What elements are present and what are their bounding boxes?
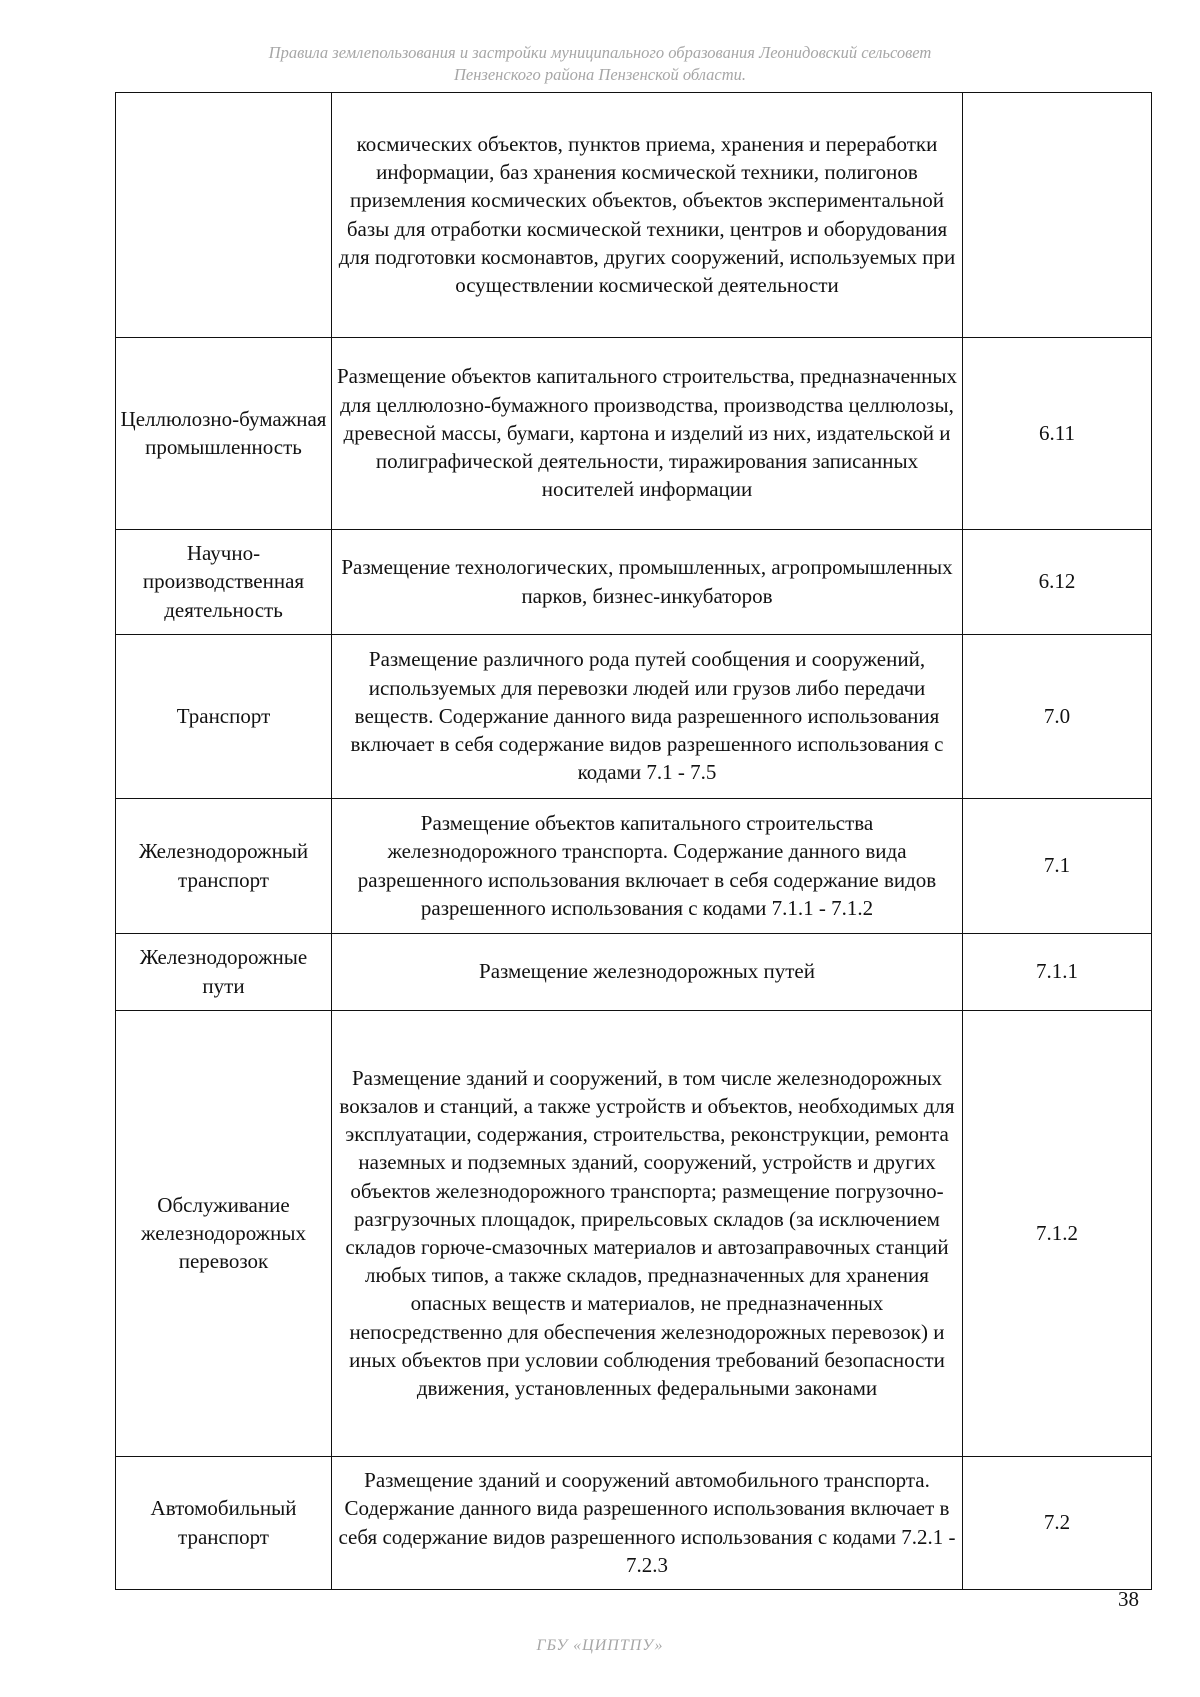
use-type-description: Размещение зданий и сооружений автомобильного транспорта. Содержание данного вида разрешенного использования включает в себя содержание видов разрешенного использования с кодами 7.2.1 - 7.2.3 <box>332 1457 963 1590</box>
use-type-code: 7.1.1 <box>963 934 1152 1011</box>
use-type-name: Обслуживание железнодорожных перевозок <box>116 1011 332 1457</box>
table-row <box>116 799 1152 934</box>
running-header-line-2: Пензенского района Пензенской области. <box>454 65 746 84</box>
use-type-description: Размещение различного рода путей сообщения и сооружений, используемых для перевозки людей или грузов либо передачи веществ. Содержание данного вида разрешенного использования включает в себя содержание видов разрешенного использования с кодами 7.1 - 7.5 <box>332 635 963 799</box>
running-header <box>0 42 1200 86</box>
use-type-description: Размещение зданий и сооружений, в том числе железнодорожных вокзалов и станций, а также устройств и объектов, необходимых для эксплуатации, содержания, строительства, реконструкции, ремонта наземных и подземных зданий, сооружений, устройств и других объектов железнодорожного транспорта; размещение погрузочно-разгрузочных площадок, прирельсовых складов (за исключением складов горюче-смазочных материалов и автозаправочных станций любых типов, а также складов, предназначенных для хранения опасных веществ и материалов, не предназначенных непосредственно для обеспечения железнодорожных перевозок) и иных объектов при условии соблюдения требований безопасности движения, установленных федеральными законами <box>332 1011 963 1457</box>
running-header-line-1: Правила землепользования и застройки муниципального образования Леонидовский сельсовет <box>268 43 932 62</box>
table-row <box>116 1457 1152 1590</box>
use-type-code: 7.1.2 <box>963 1011 1152 1457</box>
use-type-name: Железнодорожный транспорт <box>116 799 332 934</box>
use-type-description: Размещение железнодорожных путей <box>332 934 963 1011</box>
use-type-code: 7.2 <box>963 1457 1152 1590</box>
land-use-table <box>115 92 1152 1590</box>
table-row <box>116 530 1152 635</box>
table-row <box>116 635 1152 799</box>
use-type-name: Научно-производственная деятельность <box>116 530 332 635</box>
table-row <box>116 1011 1152 1457</box>
use-type-name: Автомобильный транспорт <box>116 1457 332 1590</box>
footer-organization: ГБУ «ЦИПТПУ» <box>536 1637 664 1654</box>
use-type-code <box>963 93 1152 338</box>
use-type-name <box>116 93 332 338</box>
table-row <box>116 93 1152 338</box>
table-row <box>116 934 1152 1011</box>
page-number: 38 <box>1118 1587 1139 1611</box>
use-type-description: Размещение объектов капитального строительства железнодорожного транспорта. Содержание данного вида разрешенного использования включает в себя содержание видов разрешенного использования с кодами 7.1.1 - 7.1.2 <box>332 799 963 934</box>
use-type-code: 6.11 <box>963 338 1152 530</box>
use-type-name: Транспорт <box>116 635 332 799</box>
use-type-code: 6.12 <box>963 530 1152 635</box>
table-row <box>116 338 1152 530</box>
use-type-description: космических объектов, пунктов приема, хранения и переработки информации, баз хранения космической техники, полигонов приземления космических объектов, объектов экспериментальной базы для отработки космической техники, центров и оборудования для подготовки космонавтов, других сооружений, используемых при осуществлении космической деятельности <box>332 93 963 338</box>
use-type-name: Железнодорожные пути <box>116 934 332 1011</box>
use-type-name: Целлюлозно-бумажная промышленность <box>116 338 332 530</box>
use-type-code: 7.0 <box>963 635 1152 799</box>
use-type-description: Размещение технологических, промышленных, агропромышленных парков, бизнес-инкубаторов <box>332 530 963 635</box>
use-type-code: 7.1 <box>963 799 1152 934</box>
use-type-description: Размещение объектов капитального строительства, предназначенных для целлюлозно-бумажного производства, производства целлюлозы, древесной массы, бумаги, картона и изделий из них, издательской и полиграфической деятельности, тиражирования записанных носителей информации <box>332 338 963 530</box>
